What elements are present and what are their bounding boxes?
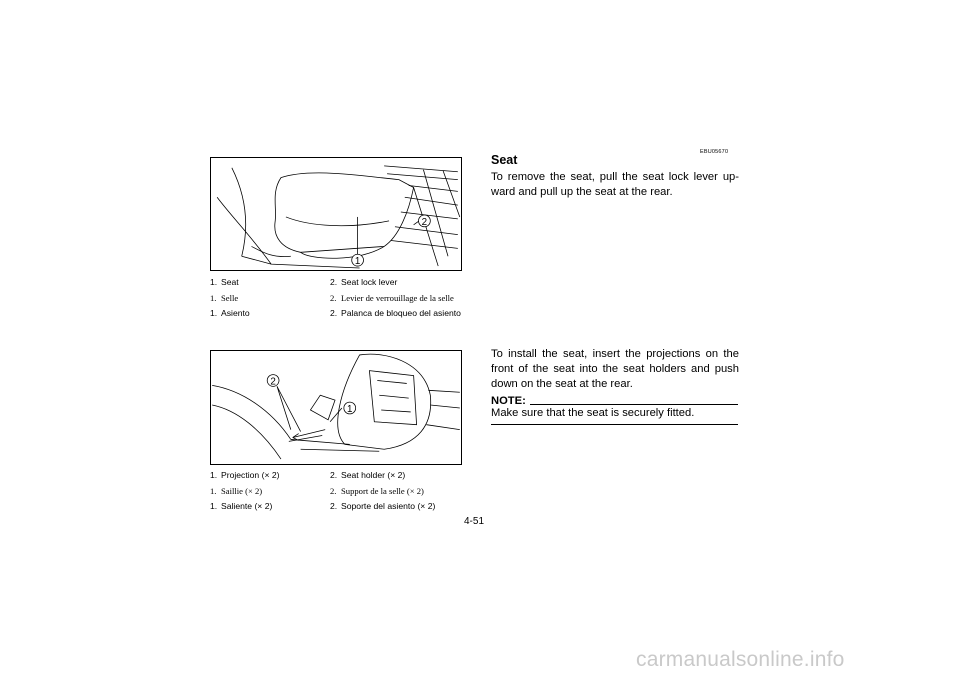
caption-text: Selle — [221, 292, 239, 303]
caption-text: Levier de verrouillage de la selle — [341, 292, 454, 303]
caption-row-en — [210, 277, 472, 288]
section-code: EBU05670 — [700, 149, 729, 155]
caption-text: Support de la selle (× 2) — [341, 485, 424, 496]
callout-1: 1 — [354, 256, 361, 268]
note-label: NOTE: — [491, 395, 526, 407]
figure1-caption — [210, 277, 472, 324]
caption-text: Seat — [221, 277, 239, 287]
caption-text: Seat holder (× 2) — [341, 470, 406, 480]
figure2-caption — [210, 470, 472, 517]
install-instructions: To install the seat, insert the projections on the front of the seat into the seat holders and push down on the seat at the rear. — [491, 348, 739, 391]
note-text: Make sure that the seat is securely fitted. — [491, 407, 695, 419]
seat-holder-illustration — [211, 351, 461, 464]
caption-text: Seat lock lever — [341, 277, 398, 287]
caption-text: Asiento — [221, 308, 250, 318]
remove-instructions: To remove the seat, pull the seat lock lever up-ward and pull up the seat at the rear. — [491, 171, 739, 199]
caption-text: Saillie (× 2) — [221, 485, 263, 496]
caption-num: 1. — [210, 485, 217, 496]
caption-num: 1. — [210, 292, 217, 303]
caption-text: Palanca de bloqueo del asiento — [341, 308, 461, 318]
caption-num: 2. — [330, 470, 338, 480]
caption-row-fr — [210, 486, 472, 497]
callout-2: 2 — [270, 376, 276, 388]
caption-text: Projection (× 2) — [221, 470, 280, 480]
figure1-callouts — [352, 215, 431, 267]
figure-seat-holder — [210, 350, 462, 465]
caption-num: 2. — [330, 501, 338, 511]
note-rule — [530, 404, 738, 405]
page-number: 4-51 — [464, 516, 485, 527]
caption-num: 1. — [210, 501, 218, 511]
callout-1: 1 — [347, 403, 353, 415]
caption-text: Soporte del asiento (× 2) — [341, 501, 436, 511]
callout-2: 2 — [421, 216, 428, 228]
caption-num: 2. — [330, 292, 337, 303]
watermark: carmanualsonline.info — [636, 648, 845, 671]
caption-num: 1. — [210, 277, 218, 287]
caption-num: 2. — [330, 277, 338, 287]
caption-row-en — [210, 470, 472, 481]
caption-num: 1. — [210, 308, 218, 318]
caption-row-es — [210, 308, 472, 319]
caption-text: Saliente (× 2) — [221, 501, 273, 511]
section-title: Seat — [491, 153, 518, 167]
note-end-rule — [491, 424, 738, 425]
caption-num: 2. — [330, 485, 337, 496]
figure-seat-lock-lever — [210, 157, 462, 271]
caption-num: 2. — [330, 308, 338, 318]
caption-row-es — [210, 501, 472, 512]
seat-illustration — [211, 158, 461, 270]
caption-row-fr — [210, 293, 472, 304]
caption-num: 1. — [210, 470, 218, 480]
